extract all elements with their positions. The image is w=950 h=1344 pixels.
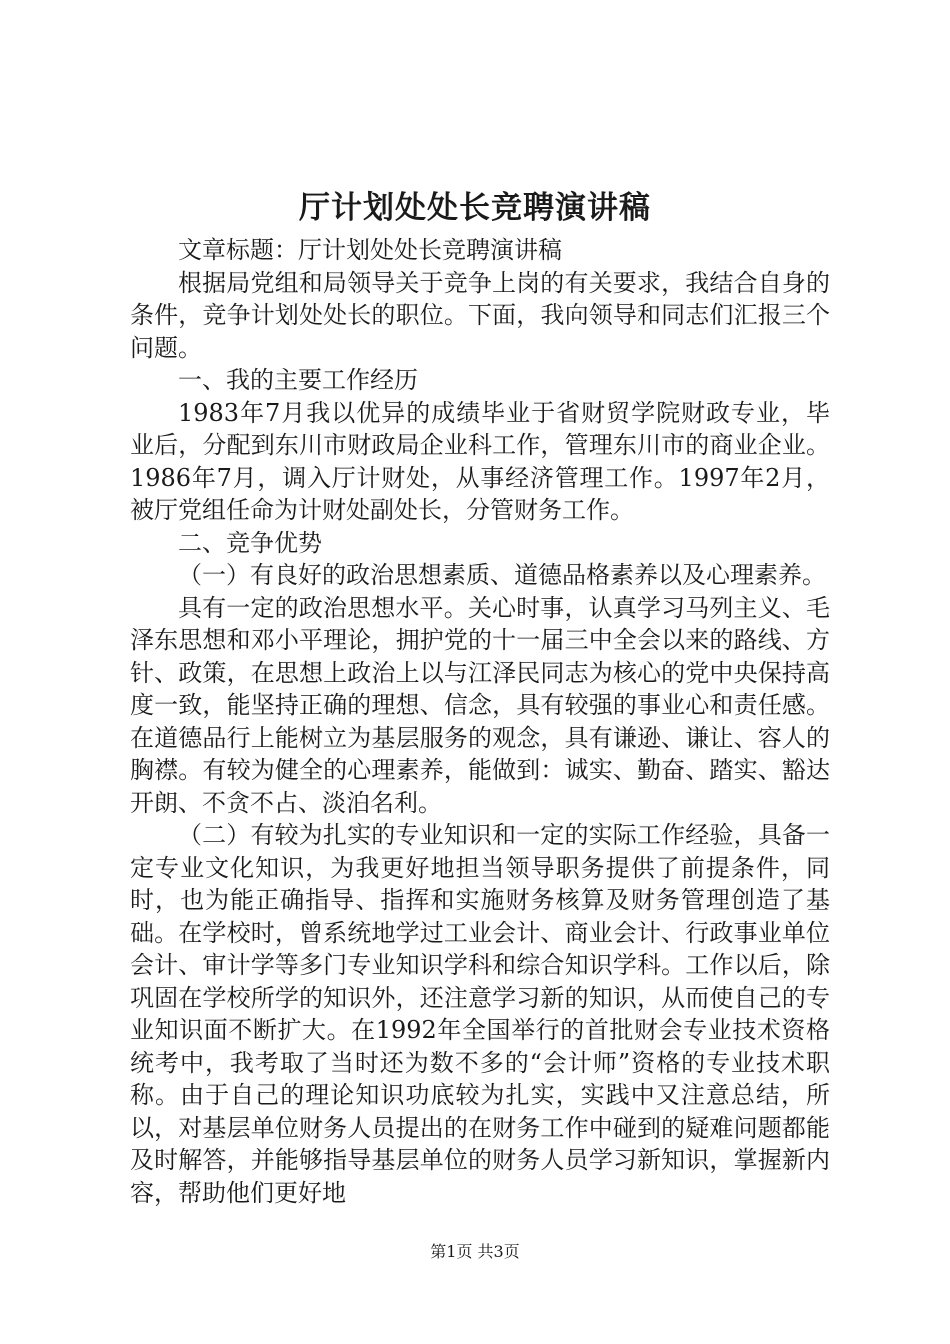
document-title: 厅计划处处长竞聘演讲稿 [299, 190, 651, 226]
political-quality-paragraph: 具有一定的政治思想水平。关心时事，认真学习马列主义、毛泽东思想和邓小平理论，拥护党的十一届三中全会以来的路线、方针、政策，在思想上政治上以与江泽民同志为核心的党中央保持高度一致，能坚持正确的理想、信念，具有较强的事业心和责任感。在道德品行上能树立为基层服务的观念，具有谦逊、谦让、容人的胸襟。有较为健全的心理素养，能做到：诚实、勤奋、踏实、豁达开朗、不贪不占、淡泊名利。 [130, 593, 830, 817]
section-heading-experience: 一、我的主要工作经历 [178, 366, 418, 394]
page-number: 第1页 共3页 [430, 1242, 520, 1261]
intro-paragraph: 根据局党组和局领导关于竞争上岗的有关要求，我结合自身的条件，竞争计划处处长的职位。下面，我向领导和同志们汇报三个问题。 [130, 268, 830, 362]
article-title-line: 文章标题：厅计划处处长竞聘演讲稿 [178, 236, 562, 264]
document-body [130, 234, 830, 1209]
experience-paragraph: 1983年7月我以优异的成绩毕业于省财贸学院财政专业，毕业后，分配到东川市财政局企业科工作，管理东川市的商业企业。1986年7月，调入厅计财处，从事经济管理工作。1997年2月，被厅党组任命为计财处副处长，分管财务工作。 [130, 398, 830, 524]
section-heading-advantages: 二、竞争优势 [178, 528, 322, 557]
subsection-heading-1: （一）有良好的政治思想素质、道德品格素养以及心理素养。 [178, 561, 826, 589]
professional-knowledge-paragraph: （二）有较为扎实的专业知识和一定的实际工作经验，具备一定专业文化知识，为我更好地担当领导职务提供了前提条件，同时，也为能正确指导、指挥和实施财务核算及财务管理创造了基础。在学校时，曾系统地学过工业会计、商业会计、行政事业单位会计、审计学等多门专业知识学科和综合知识学科。工作以后，除巩固在学校所学的知识外，还注意学习新的知识，从而使自己的专业知识面不断扩大。在1992年全国举行的首批财会专业技术资格统考中，我考取了当时还为数不多的“会计师”资格的专业技术职称。由于自己的理论知识功底较为扎实，实践中又注意总结，所以，对基层单位财务人员提出的在财务工作中碰到的疑难问题都能及时解答，并能够指导基层单位的财务人员学习新知识，掌握新内容，帮助他们更好地 [130, 821, 830, 1207]
